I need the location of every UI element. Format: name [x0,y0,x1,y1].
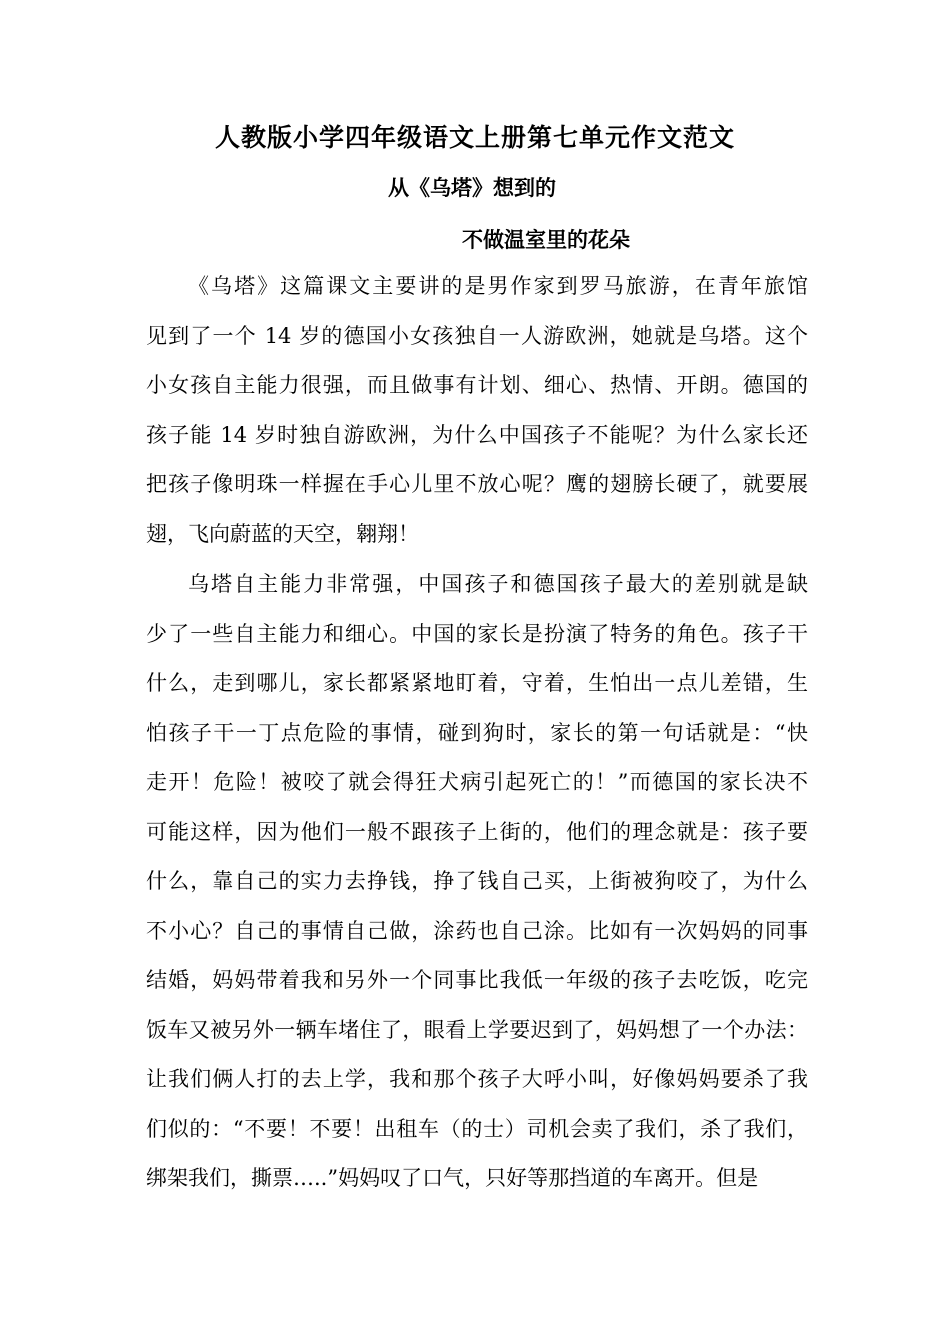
paragraph-line: 什么，走到哪儿，家长都紧紧地盯着，守着，生怕出一点儿差错，生 [146,671,808,695]
paragraph-line: 走开！危险！被咬了就会得狂犬病引起死亡的！”而德国的家长决不 [146,770,808,794]
document-title: 人教版小学四年级语文上册第七单元作文范文 [214,123,735,152]
paragraph-line: 小女孩自主能力很强，而且做事有计划、细心、热情、开朗。德国的 [146,373,808,397]
paragraph-line: 绑架我们，撕票…..”妈妈叹了口气，只好等那挡道的车离开。但是 [146,1166,759,1190]
paragraph-line: 什么，靠自己的实力去挣钱，挣了钱自己买，上街被狗咬了，为什么 [146,869,808,893]
paragraph-1 [146,262,808,559]
paragraph-line: 把孩子像明珠一样握在手心儿里不放心呢？鹰的翅膀长硬了，就要展 [146,472,808,496]
paragraph-line: 让我们俩人打的去上学，我和那个孩子大呼小叫，好像妈妈要杀了我 [146,1067,808,1091]
paragraph-line: 见到了一个 14 岁的德国小女孩独自一人游欧洲，她就是乌塔。这个 [146,323,808,348]
document-subtitle: 从《乌塔》想到的 [388,176,556,200]
paragraph-line: 结婚，妈妈带着我和另外一个同事比我低一年级的孩子去吃饭，吃完 [146,968,808,992]
paragraph-line: 不小心？自己的事情自己做，涂药也自己涂。比如有一次妈妈的同事 [146,918,808,943]
paragraph-line: 少了一些自主能力和细心。中国的家长是扮演了特务的角色。孩子干 [146,621,808,646]
paragraph-line: 可能这样，因为他们一般不跟孩子上街的，他们的理念就是：孩子要 [146,819,808,844]
paragraph-line: 乌塔自主能力非常强，中国孩子和德国孩子最大的差别就是缺 [188,572,808,596]
paragraph-line: 饭车又被另外一辆车堵住了，眼看上学要迟到了，妈妈想了一个办法： [146,1017,808,1042]
paragraph-line: 孩子能 14 岁时独自游欧洲，为什么中国孩子不能呢？为什么家长还 [146,422,808,447]
paragraph-2 [146,560,808,1204]
paragraph-line: 《乌塔》这篇课文主要讲的是男作家到罗马旅游，在青年旅馆 [188,274,808,298]
paragraph-line: 们似的：“不要！不要！出租车（的士）司机会卖了我们，杀了我们， [146,1116,808,1141]
essay-title: 不做温室里的花朵 [462,228,630,252]
paragraph-line: 怕孩子干一丁点危险的事情，碰到狗时，家长的第一句话就是：“快 [146,720,808,745]
paragraph-line: 翅，飞向蔚蓝的天空，翱翔！ [146,521,419,546]
